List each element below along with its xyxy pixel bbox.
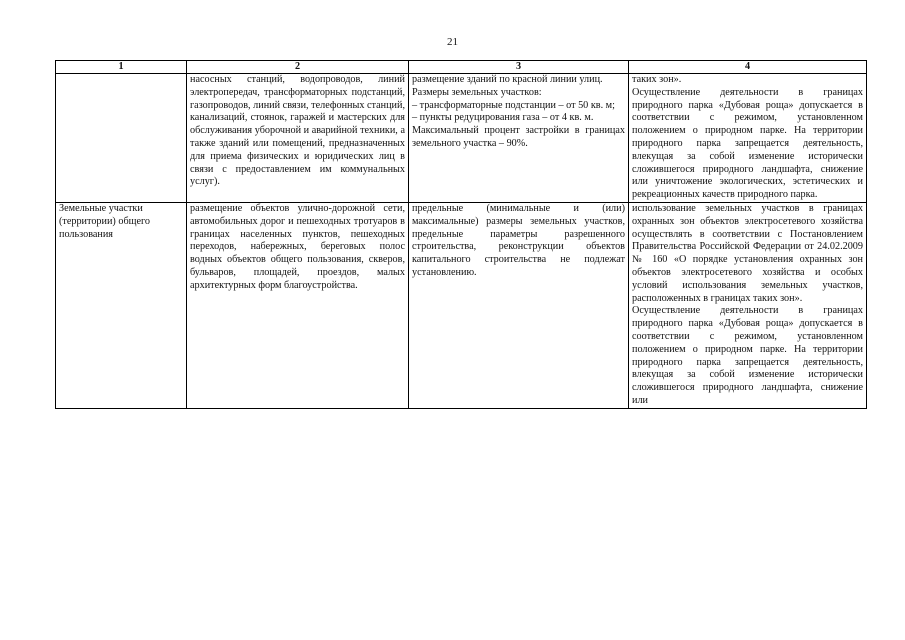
- table-cell-parameters: предельные (минимальные и (или) максимальные) размеры земельных участков, предельные параметры разрешенного строительства, реконструкции объектов капитального строительства не подлежат установлению.: [409, 202, 629, 408]
- table-cell-restrictions: [629, 202, 867, 408]
- table-cell-land-type: Земельные участки (территории) общего пользования: [56, 202, 187, 408]
- land-size-heading: Размеры земельных участков:: [412, 86, 542, 98]
- restriction-paragraph: Осуществление деятельности в границах природного парка «Дубовая роща» допускается в соответствии с режимом, установленном положением о природном парке. На территории природного парка запрещается деятельность, влекущая за собой изменение исторически сложившегося природного ландшафта, снижение или: [632, 305, 863, 406]
- restriction-paragraph: Осуществление деятельности в границах природного парка «Дубовая роща» допускается в соответствии с режимом, установленном положением о природном парке. На территории природного парка запрещается деятельность, влекущая за собой изменение исторически сложившегося природного ландшафта, снижение или уничтожение экологических, эстетических и рекреационных качеств природного парка.: [632, 86, 863, 201]
- column-header-3: 3: [409, 61, 629, 74]
- max-building-percent: Максимальный процент застройки в границах земельного участка – 90%.: [412, 125, 625, 149]
- table-cell-permitted-use: насосных станций, водопроводов, линий электропередач, трансформаторных подстанций, газопроводов, линий связи, телефонных станций, канализаций, стоянок, гаражей и мастерских для обслуживания уборочной и аварийной техники, а также зданий или помещений, предназначенных для приема физических и юридических лиц в связи с предоставлением им коммунальных услуг).: [187, 74, 409, 203]
- table-cell-permitted-use: размещение объектов улично-дорожной сети, автомобильных дорог и пешеходных тротуаров в границах населенных пунктов, пешеходных переходов, набережных, береговых полос водных объектов общего пользования, скверов, бульваров, площадей, проездов, малых архитектурных форм благоустройства.: [187, 202, 409, 408]
- table-row: [56, 74, 867, 203]
- zoning-table: [55, 60, 867, 409]
- restriction-paragraph: использование земельных участков в границах охранных зон объектов электросетевого хозяйства осуществлять в соответствии с Постановлением Правительства Российской Федерации от 24.02.2009 № 160 «О порядке установления охранных зон объектов электросетевого хозяйства и особых условий использования земельных участков, расположенных в границах таких зон».: [632, 202, 863, 304]
- list-item: – пункты редуцирования газа – от 4 кв. м.: [412, 112, 594, 124]
- parameters-intro: размещение зданий по красной линии улиц.: [412, 74, 603, 85]
- restriction-paragraph: таких зон».: [632, 74, 682, 85]
- column-header-2: 2: [187, 61, 409, 74]
- table-cell-restrictions: [629, 74, 867, 203]
- column-header-4: 4: [629, 61, 867, 74]
- table-row: [56, 202, 867, 408]
- table-cell-land-type: [56, 74, 187, 203]
- list-item: – трансформаторные подстанции – от 50 кв. м;: [412, 99, 615, 111]
- table-cell-parameters: [409, 74, 629, 203]
- page-number: 21: [447, 36, 458, 48]
- table-header-row: [56, 61, 867, 74]
- column-header-1: 1: [56, 61, 187, 74]
